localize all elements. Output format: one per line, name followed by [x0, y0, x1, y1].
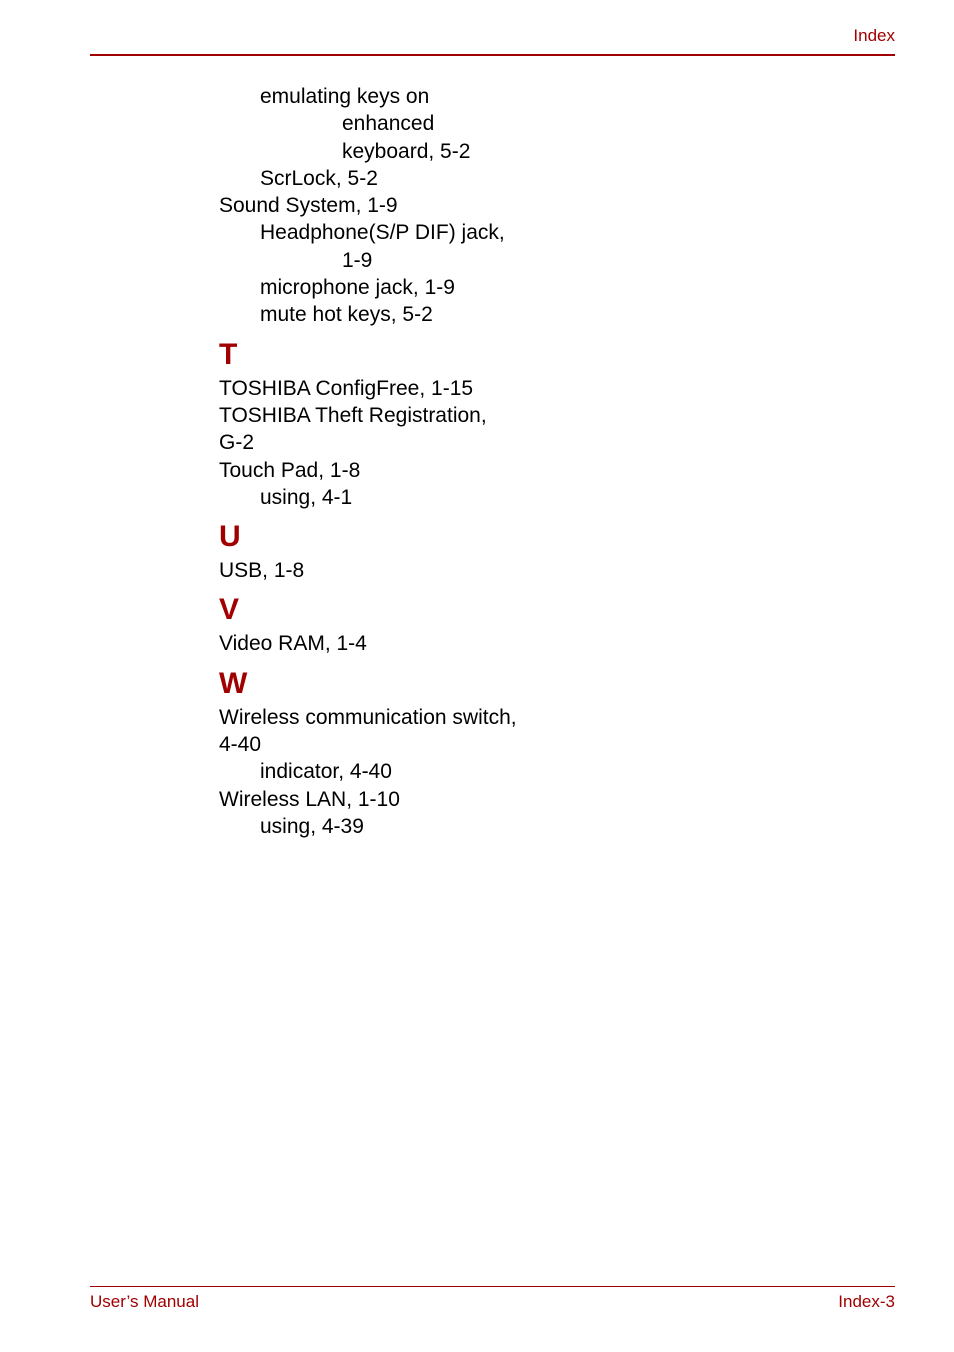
index-subentry: using, 4-1 — [260, 485, 353, 509]
index-subentry: emulating keys on — [260, 85, 430, 108]
header-rule — [90, 54, 895, 56]
index-subentry: ScrLock, 5-2 — [260, 166, 378, 190]
index-entry: TOSHIBA Theft Registration, — [219, 403, 487, 427]
index-entry: Sound System, 1-9 — [219, 194, 398, 218]
index-letter-heading: U — [219, 520, 241, 554]
index-entry: G-2 — [219, 431, 255, 455]
index-letter-heading: V — [219, 593, 240, 627]
index-entry: Wireless LAN, 1-10 — [219, 787, 400, 811]
index-letter-heading: T — [219, 337, 238, 371]
index-entry: USB, 1-8 — [219, 559, 305, 583]
index-entry: TOSHIBA ConfigFree, 1-15 — [219, 376, 474, 400]
index-subentry: microphone jack, 1-9 — [260, 276, 455, 300]
index-subentry: indicator, 4-40 — [260, 760, 392, 784]
index-entry: Touch Pad, 1-8 — [219, 458, 361, 482]
index-subentry: mute hot keys, 5-2 — [260, 303, 433, 327]
page-number: Index-3 — [838, 1292, 895, 1311]
index-entry: Video RAM, 1-4 — [219, 632, 367, 656]
index-subentry: 1-9 — [342, 248, 373, 272]
index-subentry: Headphone(S/P DIF) jack, — [260, 221, 505, 245]
footer-rule — [90, 1286, 895, 1287]
index-subentry: using, 4-39 — [260, 814, 364, 838]
index-entry: Wireless communication switch, — [219, 705, 517, 729]
index-subentry: keyboard, 5-2 — [342, 139, 471, 163]
index-subentry: enhanced — [342, 112, 435, 136]
index-letter-heading: W — [219, 666, 248, 700]
index-body — [219, 83, 579, 840]
running-header: Index — [853, 26, 895, 45]
footer-manual-title: User’s Manual — [90, 1292, 199, 1311]
index-entry: 4-40 — [219, 733, 262, 757]
